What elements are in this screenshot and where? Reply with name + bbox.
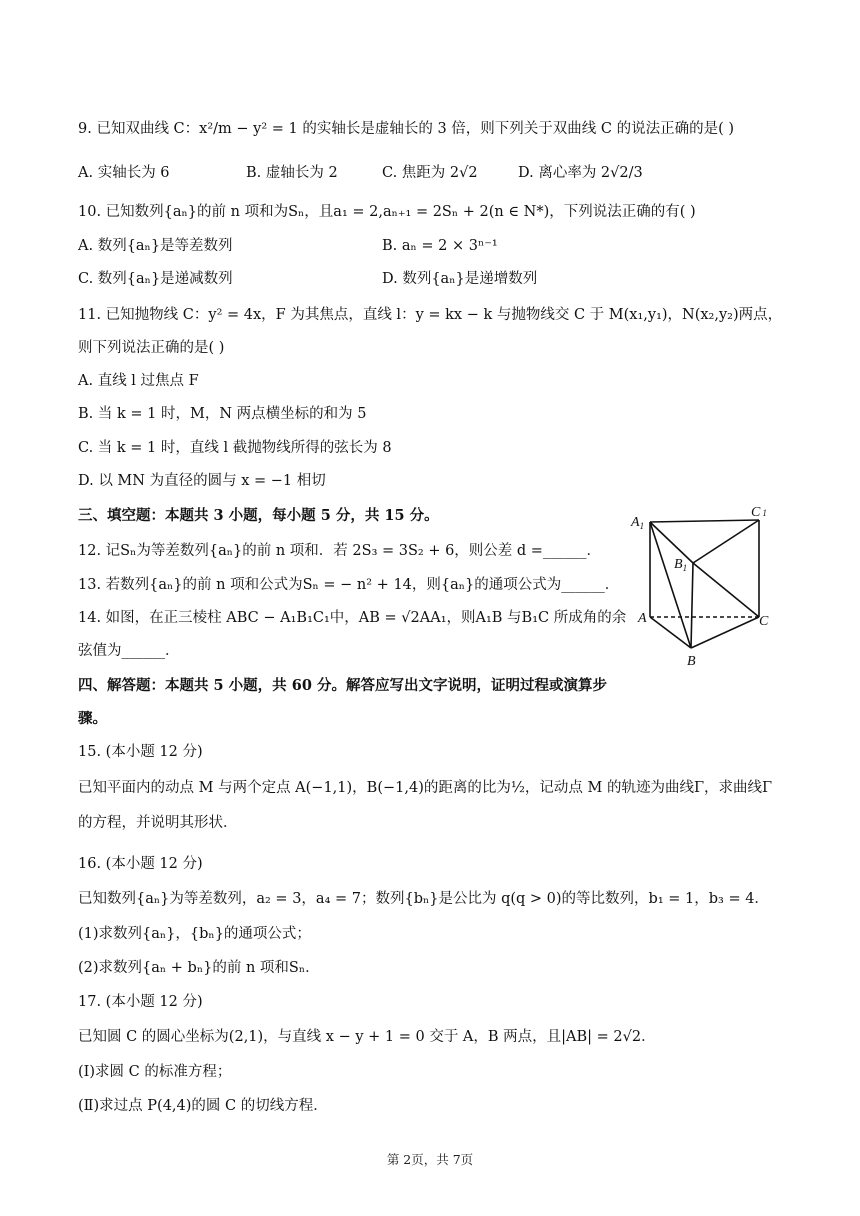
q16-line1: 已知数列{aₙ}为等差数列，a₂ = 3，a₄ = 7；数列{bₙ}是公比为 q(q > 0)的等比数列，b₁ = 1，b₃ = 4． — [78, 891, 769, 907]
edge-ab — [650, 617, 691, 648]
q15-line1: 已知平面内的动点 M 与两个定点 A(−1,1)，B(−1,4)的距离的比为½，记动点 M 的轨迹为曲线Γ，求曲线Γ — [78, 780, 773, 796]
prism-figure — [628, 500, 778, 675]
q10-option-a: A. 数列{aₙ}是等差数列 — [78, 238, 233, 254]
q9-option-b: B. 虚轴长为 2 — [246, 165, 338, 181]
q14-line1: 14. 如图，在正三棱柱 ABC − A₁B₁C₁中，AB = √2AA₁，则A₁B 与B₁C 所成角的余 — [78, 610, 627, 626]
section3-heading: 三、填空题：本题共 3 小题，每小题 5 分，共 15 分。 — [78, 507, 439, 524]
q16-line3: (2)求数列{aₙ + bₙ}的前 n 项和Sₙ． — [78, 960, 320, 976]
q9-option-a: A. 实轴长为 6 — [78, 165, 170, 181]
q17-title: 17. (本小题 12 分) — [78, 994, 203, 1010]
q15-line2: 的方程，并说明其形状． — [78, 815, 238, 831]
section4-heading-line1: 四、解答题：本题共 5 小题，共 60 分。解答应写出文字说明，证明过程或演算步 — [78, 677, 607, 694]
q11-option-b: B. 当 k = 1 时，M，N 两点横坐标的和为 5 — [78, 406, 367, 422]
q14-line2: 弦值为______． — [78, 643, 180, 659]
label-a1: $A_1$ — [631, 515, 645, 531]
q16-title: 16. (本小题 12 分) — [78, 856, 203, 872]
q17-line2: (Ⅰ)求圆 C 的标准方程； — [78, 1064, 232, 1080]
q17-line1: 已知圆 C 的圆心坐标为(2,1)，与直线 x − y + 1 = 0 交于 A，B 两点，且|AB| = 2√2． — [78, 1029, 656, 1045]
q12: 12. 记Sₙ为等差数列{aₙ}的前 n 项和．若 2S₃ = 3S₂ + 6，则公差 d =______． — [78, 543, 601, 559]
q10-stem: 10. 已知数列{aₙ}的前 n 项和为Sₙ，且a₁ = 2,aₙ₊₁ = 2Sₙ + 2(n ∈ N*)，下列说法正确的有( ) — [78, 204, 696, 220]
label-b1: $B_1$ — [674, 557, 688, 573]
q10-option-c: C. 数列{aₙ}是递减数列 — [78, 271, 233, 287]
q11-stem-line2: 则下列说法正确的是( ) — [78, 340, 225, 356]
label-c: C — [759, 614, 769, 629]
q10-option-d: D. 数列{aₙ}是递增数列 — [382, 271, 538, 287]
page-footer: 第 2页，共 7页 — [386, 1152, 474, 1167]
segment-b1c — [693, 563, 759, 617]
edge-a1c1 — [650, 520, 759, 522]
q10-option-b: B. aₙ = 2 × 3ⁿ⁻¹ — [382, 238, 498, 254]
q15-title: 15. (本小题 12 分) — [78, 744, 203, 760]
q11-stem-line1: 11. 已知抛物线 C：y² = 4x，F 为其焦点，直线 l：y = kx − k 与抛物线交 C 于 M(x₁,y₁)，N(x₂,y₂)两点， — [78, 307, 783, 323]
q11-option-a: A. 直线 l 过焦点 F — [78, 373, 199, 389]
q9-option-d: D. 离心率为 2√2/3 — [518, 165, 643, 181]
q11-option-d: D. 以 MN 为直径的圆与 x = −1 相切 — [78, 473, 326, 489]
q9-option-c: C. 焦距为 2√2 — [382, 165, 478, 181]
q13: 13. 若数列{aₙ}的前 n 项和公式为Sₙ = − n² + 14，则{aₙ}的通项公式为______． — [78, 577, 620, 593]
q16-line2: (1)求数列{aₙ}，{bₙ}的通项公式； — [78, 926, 311, 942]
edge-bc — [691, 617, 759, 648]
q9-stem: 9. 已知双曲线 C：x²/m − y² = 1 的实轴长是虚轴长的 3 倍，则下列关于双曲线 C 的说法正确的是( ) — [78, 121, 735, 137]
label-b: B — [687, 654, 696, 669]
edge-bb1 — [691, 563, 693, 648]
edge-b1c1 — [693, 520, 759, 563]
label-a: A — [638, 611, 647, 626]
label-c1: C 1 — [751, 505, 767, 520]
q11-option-c: C. 当 k = 1 时，直线 l 截抛物线所得的弦长为 8 — [78, 440, 392, 456]
q17-line3: (Ⅱ)求过点 P(4,4)的圆 C 的切线方程． — [78, 1098, 328, 1114]
section4-heading-line2: 骤。 — [78, 710, 107, 727]
